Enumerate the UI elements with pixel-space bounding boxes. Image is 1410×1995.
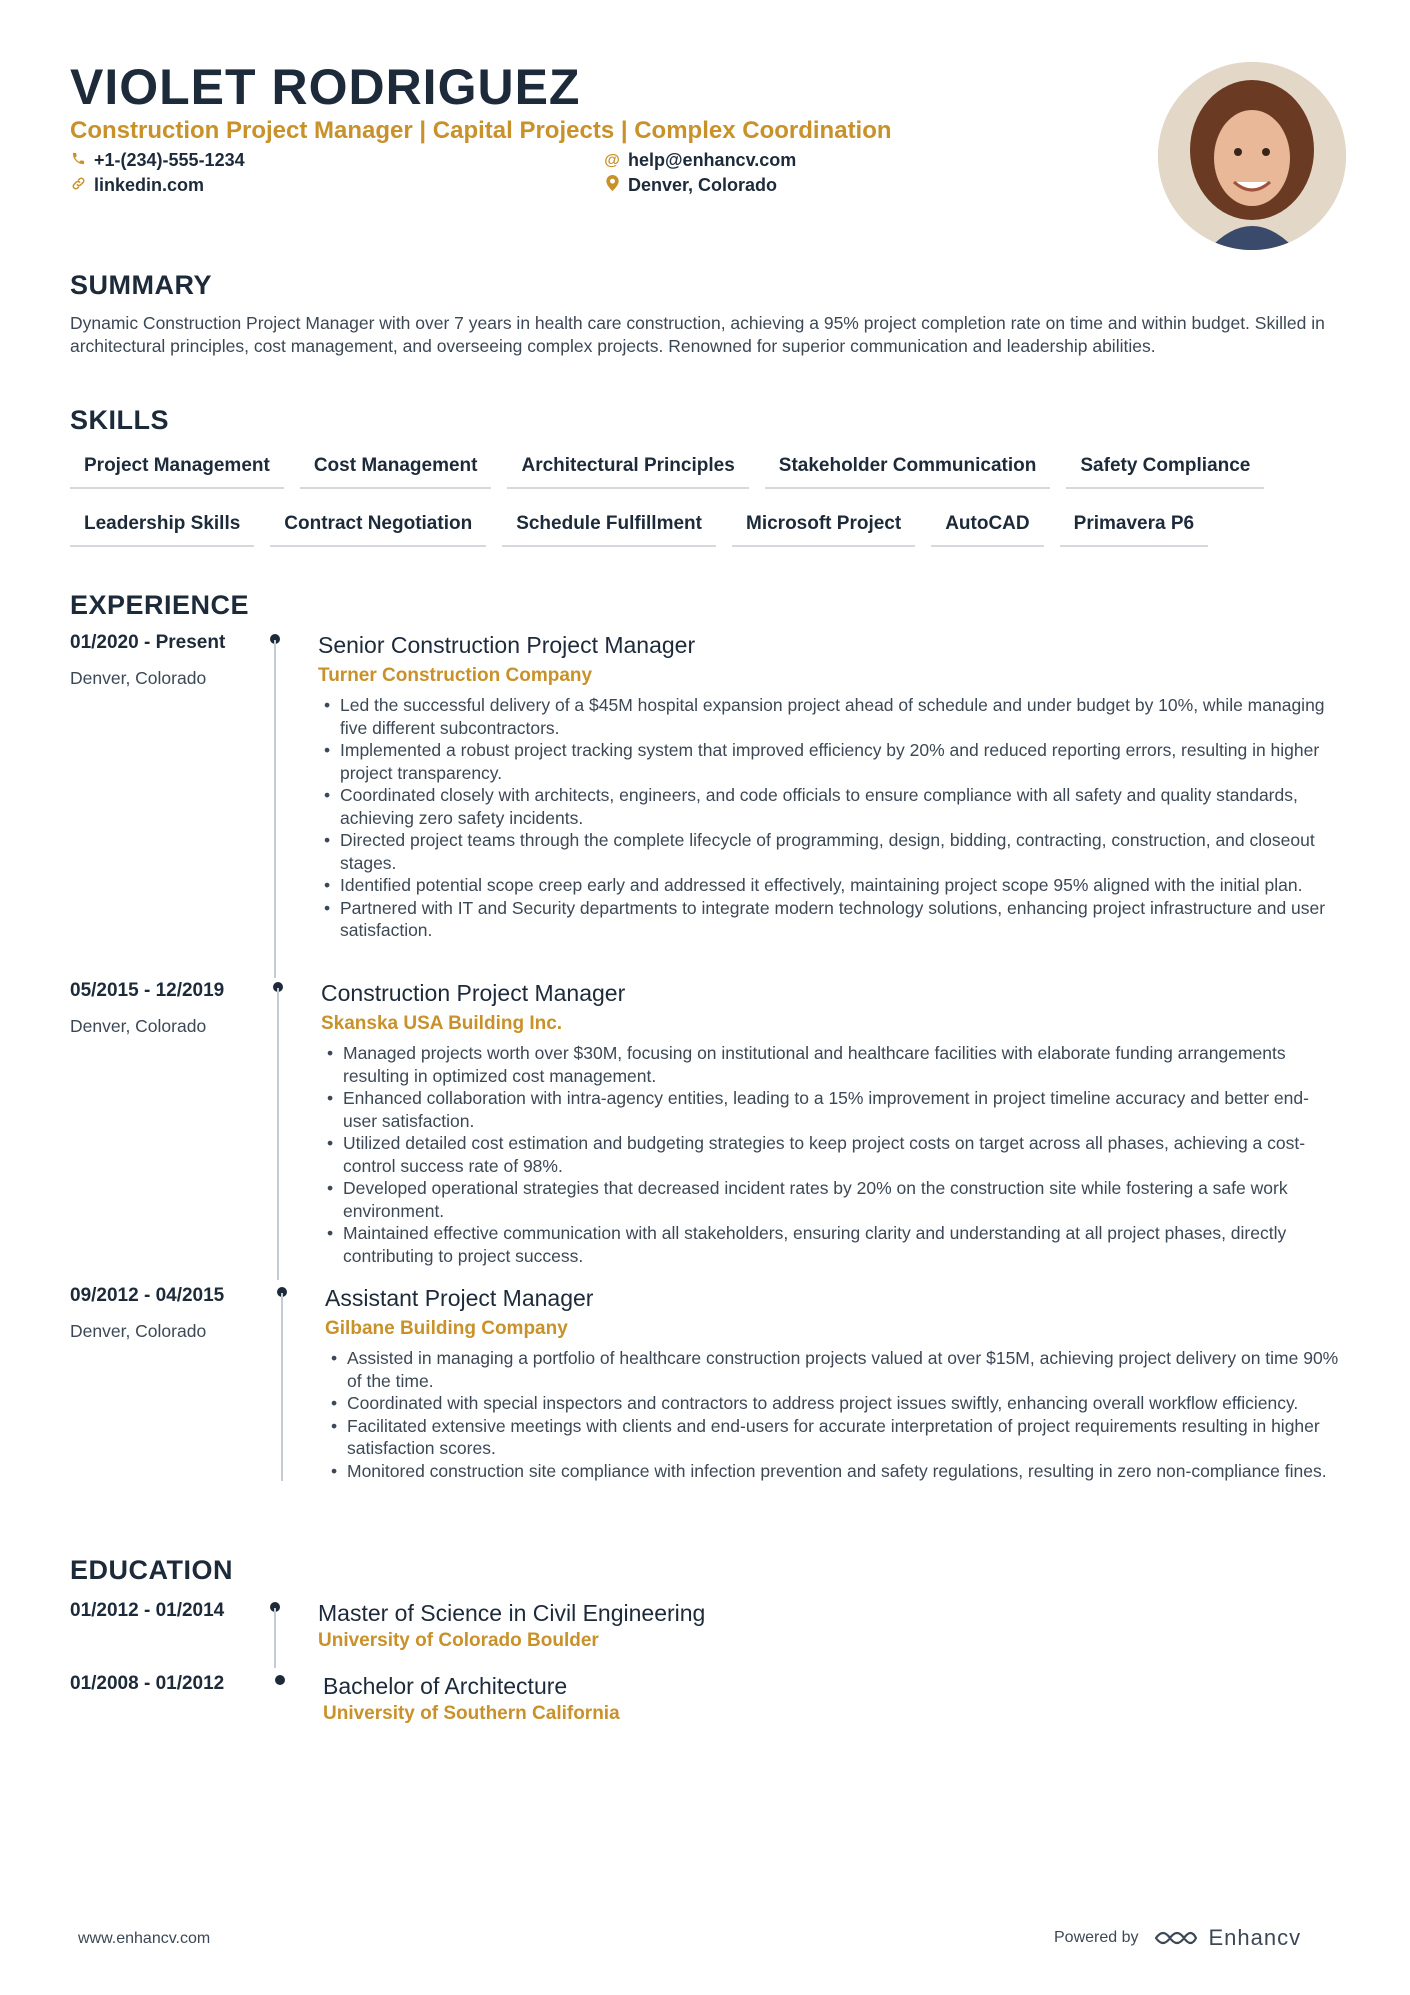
skill-tag: Primavera P6 [1060,513,1208,547]
contact-linkedin: linkedin.com [70,175,204,196]
job-title: Assistant Project Manager [325,1285,594,1311]
list-item: • Led the successful delivery of a $45M hospital expansion project ahead of schedule and under budget by 10%, while managing five different subcontractors. [322,694,1342,739]
experience-heading: EXPERIENCE [70,590,250,620]
job-title: Senior Construction Project Manager [318,632,696,658]
skill-tag: Cost Management [300,455,492,489]
skill-tag: Contract Negotiation [270,513,486,547]
timeline-line [274,640,276,978]
skill-tag: Stakeholder Communication [765,455,1051,489]
list-item: • Coordinated with special inspectors and contractors to address project issues swiftly, enhancing overall workflow efficiency. [329,1392,1342,1415]
brand-name: Enhancv [1208,1925,1302,1950]
at-sign-icon: @ [604,151,620,169]
map-pin-icon [604,175,620,196]
contact-email: @ help@enhancv.com [604,150,797,170]
timeline-line [277,988,279,1280]
timeline-line [274,1608,276,1668]
list-item: • Identified potential scope creep early and addressed it effectively, maintaining project scope 95% aligned with the initial plan. [322,874,1342,897]
list-item: • Partnered with IT and Security departments to integrate modern technology solutions, enhancing project infrastructure and user satisfaction. [322,897,1342,942]
list-item: • Implemented a robust project tracking system that improved efficiency by 20% and reduced reporting errors, resulting in higher project transparency. [322,739,1342,784]
list-item: • Assisted in managing a portfolio of healthcare construction projects valued at over $15M, achieving project delivery on time 90% of the time. [329,1347,1342,1392]
contact-location: Denver, Colorado [604,175,777,196]
list-item: • Maintained effective communication with all stakeholders, ensuring clarity and understanding at all project phases, directly contributing to project success. [325,1222,1342,1267]
list-item: • Facilitated extensive meetings with clients and end-users for accurate interpretation of project requirements resulting in higher satisfaction scores. [329,1415,1342,1460]
list-item: • Enhanced collaboration with intra-agency entities, leading to a 15% improvement in project timeline accuracy and better end-user satisfaction. [325,1087,1342,1132]
skill-tag: Schedule Fulfillment [502,513,716,547]
job-dates: 09/2012 - 04/2015 [70,1285,225,1306]
degree-title: Bachelor of Architecture [323,1673,568,1699]
education-heading: EDUCATION [70,1555,233,1585]
job-location: Denver, Colorado [70,668,207,688]
footer-website[interactable]: www.enhancv.com [78,1930,211,1947]
school-name: University of Colorado Boulder [318,1630,599,1651]
list-item: • Utilized detailed cost estimation and budgeting strategies to keep project costs on target across all phases, achieving a cost-control success rate of 98%. [325,1132,1342,1177]
job-location: Denver, Colorado [70,1321,207,1341]
degree-title: Master of Science in Civil Engineering [318,1600,706,1626]
education-dates: 01/2012 - 01/2014 [70,1600,225,1621]
company-name: Gilbane Building Company [325,1318,568,1339]
skills-heading: SKILLS [70,405,170,435]
school-name: University of Southern California [323,1703,620,1724]
job-bullets [325,1042,1342,1267]
job-title: Construction Project Manager [321,980,626,1006]
contact-phone: +1-(234)-555-1234 [70,150,245,171]
link-icon [70,176,86,196]
job-dates: 01/2020 - Present [70,632,226,653]
education-dates: 01/2008 - 01/2012 [70,1673,225,1694]
skill-tag: Microsoft Project [732,513,915,547]
job-bullets [322,694,1342,942]
summary-text: Dynamic Construction Project Manager with over 7 years in health care construction, achieving a 95% project completion rate on time and within budget. Skilled in architectural principles, cost management, and overseeing complex projects. Renowned for superior communication and leadership abilities. [70,313,1325,356]
skill-tag: Safety Compliance [1066,455,1264,489]
job-location: Denver, Colorado [70,1016,207,1036]
list-item: • Coordinated closely with architects, engineers, and code officials to ensure compliance with all safety and quality standards, achieving zero safety incidents. [322,784,1342,829]
brand-logo[interactable] [1153,1925,1302,1951]
company-name: Turner Construction Company [318,665,593,686]
list-item: • Directed project teams through the complete lifecycle of programming, design, bidding, contracting, construction, and closeout stages. [322,829,1342,874]
skills-row-1 [70,455,1264,489]
enhancv-logo-icon [1153,1927,1199,1949]
profile-photo [1158,62,1346,250]
company-name: Skanska USA Building Inc. [321,1013,563,1034]
timeline-dot [275,1675,285,1685]
list-item: • Managed projects worth over $30M, focusing on institutional and healthcare facilities with elaborate funding arrangements resulting in optimized cost management. [325,1042,1342,1087]
skill-tag: Architectural Principles [507,455,748,489]
job-dates: 05/2015 - 12/2019 [70,980,225,1001]
phone-icon [70,151,86,171]
powered-by-label: Powered by [1054,1929,1139,1946]
skill-tag: Leadership Skills [70,513,254,547]
timeline-line [281,1293,283,1481]
skill-tag: Project Management [70,455,284,489]
list-item: • Monitored construction site compliance with infection prevention and safety regulations, resulting in zero non-compliance fines. [329,1460,1342,1483]
skills-row-2 [70,513,1208,547]
footer-branding [1054,1925,1301,1951]
list-item: • Developed operational strategies that decreased incident rates by 20% on the construction site while fostering a safe work environment. [325,1177,1342,1222]
candidate-name: VIOLET RODRIGUEZ [70,59,581,115]
candidate-tagline: Construction Project Manager | Capital Projects | Complex Coordination [70,117,892,144]
summary-heading: SUMMARY [70,270,212,300]
job-bullets [329,1347,1342,1482]
skill-tag: AutoCAD [931,513,1043,547]
